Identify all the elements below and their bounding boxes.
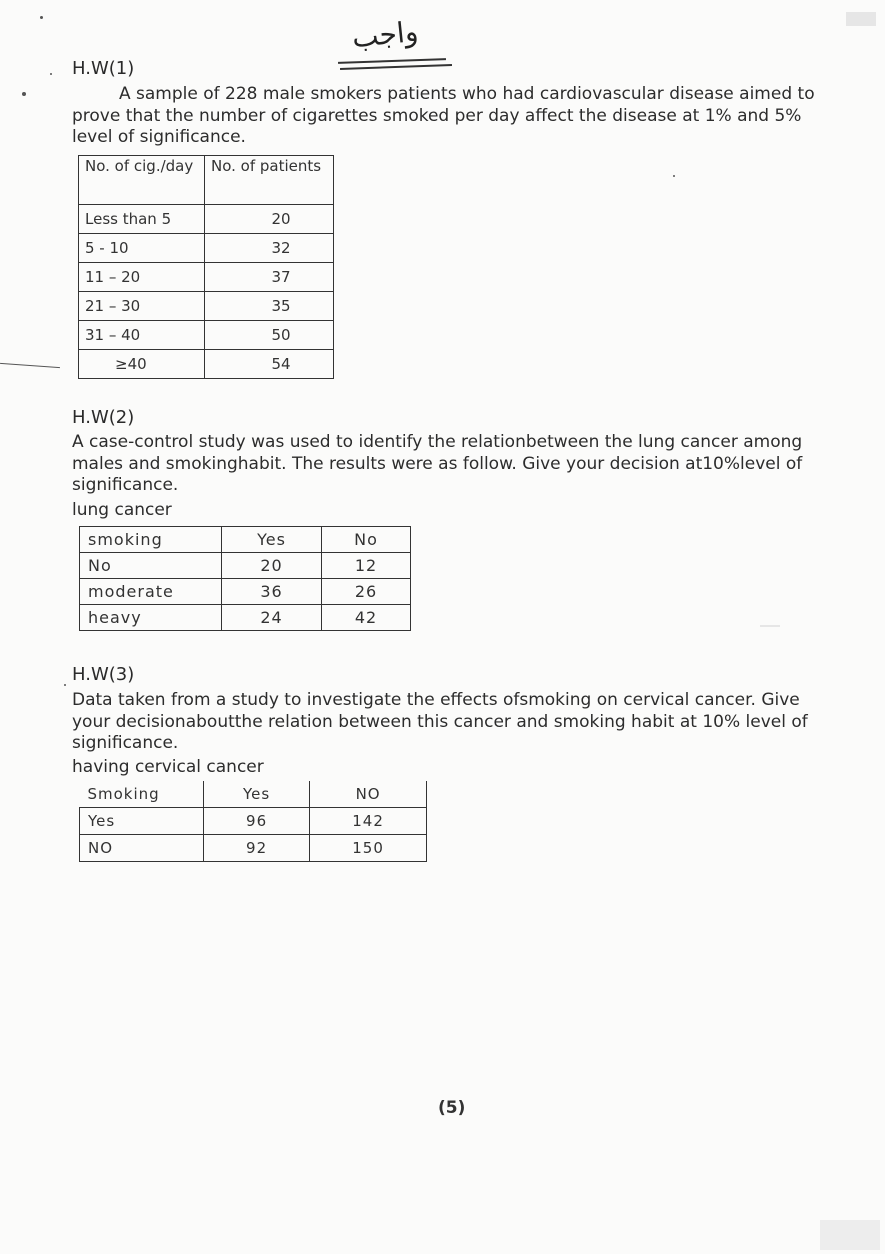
col-header: Yes bbox=[204, 781, 310, 808]
table-row bbox=[80, 553, 411, 579]
table-cell: 20 bbox=[222, 553, 322, 579]
underline bbox=[338, 58, 446, 64]
row-value: 50 bbox=[205, 321, 334, 350]
page-number: (5) bbox=[438, 1098, 466, 1118]
row-value: 37 bbox=[205, 263, 334, 292]
row-value: 54 bbox=[205, 350, 334, 379]
hw3-heading: H.W(3) bbox=[72, 664, 135, 685]
table-row bbox=[79, 205, 334, 234]
col-header: Smoking bbox=[80, 781, 204, 808]
col-header: No. of patients bbox=[205, 156, 334, 205]
table-header-row bbox=[79, 156, 334, 205]
scan-smudge bbox=[760, 625, 780, 627]
table-cell: 142 bbox=[310, 808, 427, 835]
underline bbox=[340, 64, 452, 70]
hw3-sub-label: having cervical cancer bbox=[72, 757, 264, 777]
cervical-cancer-table bbox=[79, 781, 427, 862]
row-label: 21 – 30 bbox=[79, 292, 205, 321]
table-row bbox=[79, 350, 334, 379]
col-header: NO bbox=[310, 781, 427, 808]
scan-smudge bbox=[820, 1220, 880, 1250]
row-value: 20 bbox=[205, 205, 334, 234]
col-header: Yes bbox=[222, 527, 322, 553]
col-header: No. of cig./day bbox=[79, 156, 205, 205]
table-cell: Yes bbox=[80, 808, 204, 835]
row-label: 31 – 40 bbox=[79, 321, 205, 350]
table-cell: 24 bbox=[222, 605, 322, 631]
row-value: 35 bbox=[205, 292, 334, 321]
table-row bbox=[79, 321, 334, 350]
hw2-heading: H.W(2) bbox=[72, 407, 135, 428]
table-cell: No bbox=[80, 553, 222, 579]
table-row bbox=[79, 234, 334, 263]
row-label: ≥40 bbox=[79, 350, 205, 379]
table-cell: 42 bbox=[322, 605, 411, 631]
table-header-row bbox=[80, 781, 427, 808]
scan-speck bbox=[673, 175, 675, 177]
row-label: 11 – 20 bbox=[79, 263, 205, 292]
hw1-heading: H.W(1) bbox=[72, 58, 135, 79]
scan-speck bbox=[64, 684, 66, 686]
lung-cancer-table bbox=[79, 526, 411, 631]
hw2-text: A case-control study was used to identify the relationbetween the lung cancer among males and smokinghabit. The results were as follow. Give your decision at10%level of significance. bbox=[72, 432, 803, 495]
table-cell: 12 bbox=[322, 553, 411, 579]
row-label: 5 - 10 bbox=[79, 234, 205, 263]
scan-speck bbox=[40, 16, 43, 19]
row-value: 32 bbox=[205, 234, 334, 263]
scan-speck bbox=[22, 92, 26, 96]
hw1-text: A sample of 228 male smokers patients who had cardiovascular disease aimed to prove that the number of cigarettes smoked per day affect the disease at 1% and 5% level of significance. bbox=[72, 84, 815, 147]
table-row bbox=[80, 808, 427, 835]
table-cell: moderate bbox=[80, 579, 222, 605]
row-label: Less than 5 bbox=[79, 205, 205, 234]
col-header: No bbox=[322, 527, 411, 553]
table-row bbox=[79, 292, 334, 321]
table-row bbox=[80, 579, 411, 605]
table-cell: 96 bbox=[204, 808, 310, 835]
table-row bbox=[79, 263, 334, 292]
handwritten-note: واجب bbox=[350, 14, 420, 55]
scan-smudge bbox=[846, 12, 876, 26]
table-cell: heavy bbox=[80, 605, 222, 631]
table-cell: NO bbox=[80, 835, 204, 862]
table-row bbox=[80, 605, 411, 631]
hw3-text: Data taken from a study to investigate the effects ofsmoking on cervical cancer. Give your decisionaboutthe relation between this cancer and smoking habit at 10% level of significance. bbox=[72, 690, 808, 753]
table-cell: 36 bbox=[222, 579, 322, 605]
scan-speck bbox=[50, 73, 52, 75]
table-header-row bbox=[80, 527, 411, 553]
scan-mark bbox=[0, 363, 60, 368]
table-row bbox=[80, 835, 427, 862]
cigarettes-table bbox=[78, 155, 334, 379]
table-cell: 92 bbox=[204, 835, 310, 862]
table-cell: 26 bbox=[322, 579, 411, 605]
hw2-sub-label: lung cancer bbox=[72, 500, 172, 520]
col-header: smoking bbox=[80, 527, 222, 553]
table-cell: 150 bbox=[310, 835, 427, 862]
